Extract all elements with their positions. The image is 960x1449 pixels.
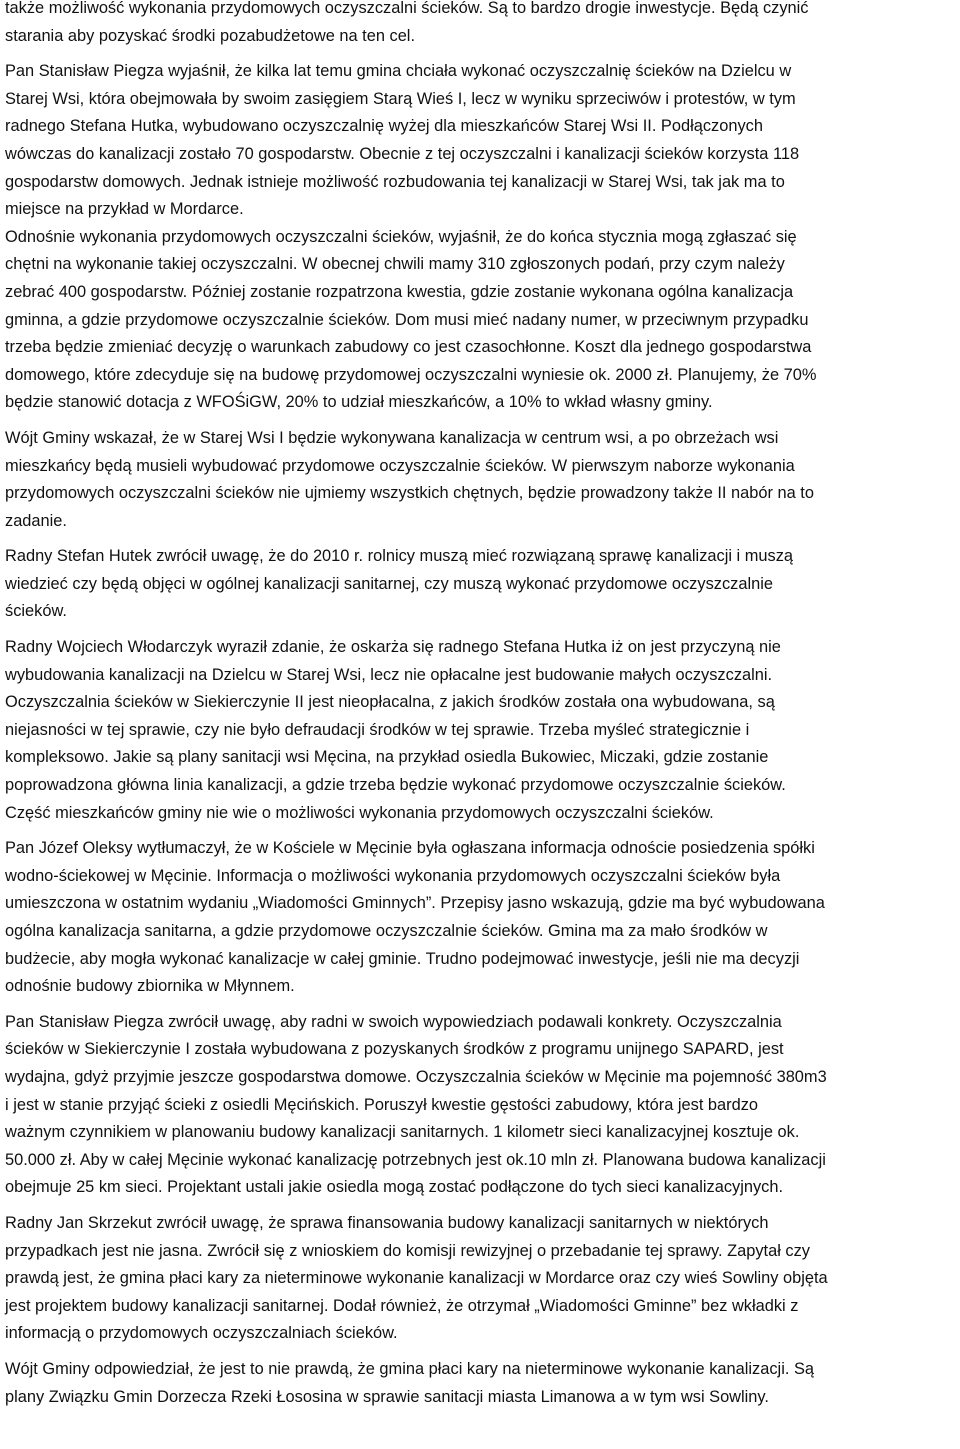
text-line: domowego, które zdecyduje się na budowę przydomowej oczyszczalni wyniesie ok. 2000 zł. Planujemy, że 70%: [5, 365, 817, 384]
text-line: odnośnie budowy zbiornika w Młynnem.: [5, 977, 295, 996]
text-line: 50.000 zł. Aby w całej Męcinie wykonać kanalizację potrzebnych jest ok.10 mln zł. Planowana budowa kanalizacji: [5, 1150, 826, 1169]
text-line: przydomowych oczyszczalni ścieków nie ujmiemy wszystkich chętnych, będzie prowadzony także II nabór na to: [5, 484, 814, 503]
text-line: kompleksowo. Jakie są plany sanitacji wsi Męcina, na przykład osiedla Bukowiec, Miczaki, gdzie zostanie: [5, 748, 769, 767]
text-line: wiedzieć czy będą objęci w ogólnej kanalizacji sanitarnej, czy muszą wykonać przydomowe oczyszczalnie: [5, 574, 773, 593]
text-line: Radny Wojciech Włodarczyk wyraził zdanie, że oskarża się radnego Stefana Hutka iż on jest przyczyną nie: [5, 638, 781, 657]
text-line: trzeba będzie zmieniać decyzję o warunkach zabudowy co jest czasochłonne. Koszt dla jednego gospodarstwa: [5, 338, 812, 357]
text-line: budżecie, aby mogła wykonać kanalizacje w całej gminie. Trudno podejmować inwestycje, jeśli nie ma decyzji: [5, 949, 800, 968]
text-line: gospodarstw domowych. Jednak istnieje możliwość rozbudowania tej kanalizacji w Starej Wsi, tak jak ma to: [5, 172, 785, 191]
text-line: Odnośnie wykonania przydomowych oczyszczalni ścieków, wyjaśnił, że do końca stycznia mogą zgłaszać się: [5, 227, 797, 246]
text-line: poprowadzona główna linia kanalizacji, a gdzie trzeba będzie wykonać przydomowe oczyszczalnie ścieków.: [5, 776, 786, 795]
text-line: Radny Stefan Hutek zwrócił uwagę, że do 2010 r. rolnicy muszą mieć rozwiązaną sprawę kanalizacji i muszą: [5, 547, 794, 566]
text-line: obejmuje 25 km sieci. Projektant ustali jakie osiedla mogą zostać podłączone do tych sieci kanalizacyjnych.: [5, 1178, 784, 1197]
text-line: i jest w stanie przyjąć ścieki z osiedli Męcińskich. Poruszył kwestie gęstości zabudowy, która jest bardzo: [5, 1095, 759, 1114]
text-line: zebrać 400 gospodarstw. Później zostanie rozpatrzona kwestia, gdzie zostanie wykonana ogólna kanalizacja: [5, 282, 794, 301]
paragraph: [5, 0, 960, 50]
text-line: Wójt Gminy odpowiedział, że jest to nie prawdą, że gmina płaci kary na nieterminowe wykonanie kanalizacji. Są: [5, 1359, 814, 1378]
paragraph: [5, 1356, 960, 1411]
text-line: ścieków w Siekierczynie I została wybudowana z pozyskanych środków z programu unijnego SAPARD, jest: [5, 1040, 784, 1059]
document-page: [5, 0, 960, 1419]
paragraph: [5, 58, 960, 417]
text-line: ważnym czynnikiem w planowaniu budowy kanalizacji sanitarnych. 1 kilometr sieci kanalizacyjnej kosztuje ok.: [5, 1123, 800, 1142]
text-line: starania aby pozyskać środki pozabudżetowe na ten cel.: [5, 26, 416, 45]
paragraph: [5, 835, 960, 1001]
text-line: Część mieszkańców gminy nie wie o możliwości wykonania przydomowych oczyszczalni ścieków.: [5, 803, 714, 822]
text-line: chętni na wykonanie takiej oczyszczalni. W obecnej chwili mamy 310 zgłoszonych podań, przy czym należy: [5, 255, 785, 274]
text-line: wówczas do kanalizacji zostało 70 gospodarstw. Obecnie z tej oczyszczalni i kanalizacji ścieków korzysta 118: [5, 144, 800, 163]
text-line: Oczyszczalnia ścieków w Siekierczynie II jest nieopłacalna, z jakich środków została ona wybudowana, są: [5, 693, 775, 712]
text-line: wydajna, gdyż przyjmie jeszcze gospodarstwa domowe. Oczyszczalnia ścieków w Męcinie ma pojemność 380m3: [5, 1067, 827, 1086]
text-line: Pan Stanisław Piegza zwrócił uwagę, aby radni w swoich wypowiedziach podawali konkrety. Oczyszczalnia: [5, 1012, 782, 1031]
paragraph: [5, 543, 960, 626]
text-line: Radny Jan Skrzekut zwrócił uwagę, że sprawa finansowania budowy kanalizacji sanitarnych w niektórych: [5, 1213, 769, 1232]
paragraph: [5, 634, 960, 827]
text-line: także możliwość wykonania przydomowych oczyszczalni ścieków. Są to bardzo drogie inwestycje. Będą czynić: [5, 0, 809, 17]
text-line: zadanie.: [5, 511, 67, 530]
text-line: wybudowania kanalizacji na Dzielcu w Starej Wsi, lecz nie opłacalne jest budowanie małych oczyszczalni.: [5, 665, 773, 684]
text-line: Starej Wsi, która obejmowała by swoim zasięgiem Starą Wieś I, lecz w wyniku sprzeciwów i protestów, w tym: [5, 89, 796, 108]
text-line: Pan Józef Oleksy wytłumaczył, że w Kościele w Męcinie była ogłaszana informacja odnoście posiedzenia spółki: [5, 839, 815, 858]
text-line: plany Związku Gmin Dorzecza Rzeki Łososina w sprawie sanitacji miasta Limanowa a w tym wsi Sowliny.: [5, 1387, 769, 1406]
text-line: prawdą jest, że gmina płaci kary za nieterminowe wykonanie kanalizacji w Mordarce oraz czy wieś Sowliny objęta: [5, 1269, 828, 1288]
text-line: mieszkańcy będą musieli wybudować przydomowe oczyszczalnie ścieków. W pierwszym naborze wykonania: [5, 456, 795, 475]
text-line: ścieków.: [5, 602, 67, 621]
text-line: niejasności w tej sprawie, czy nie było defraudacji środków w tej sprawie. Trzeba myśleć strategicznie i: [5, 720, 750, 739]
text-line: przypadkach jest nie jasna. Zwrócił się z wnioskiem do komisji rewizyjnej o przebadanie tej sprawy. Zapytał czy: [5, 1241, 810, 1260]
text-line: miejsce na przykład w Mordarce.: [5, 200, 244, 219]
paragraph: [5, 1210, 960, 1348]
paragraph: [5, 1009, 960, 1202]
text-line: Pan Stanisław Piegza wyjaśnił, że kilka lat temu gmina chciała wykonać oczyszczalnię ścieków na Dzielcu w: [5, 62, 792, 81]
text-line: gminna, a gdzie przydomowe oczyszczalnie ścieków. Dom musi mieć nadany numer, w przeciwnym przypadku: [5, 310, 809, 329]
text-line: ogólna kanalizacja sanitarna, a gdzie przydomowe oczyszczalnie ścieków. Gmina ma za mało środków w: [5, 922, 768, 940]
text-line: radnego Stefana Hutka, wybudowano oczyszczalnię wyżej dla mieszkańców Starej Wsi II. Podłączonych: [5, 117, 763, 136]
text-line: będzie stanowić dotacja z WFOŚiGW, 20% to udział mieszkańców, a 10% to wkład własny gminy.: [5, 393, 713, 412]
text-line: wodno-ściekowej w Męcinie. Informacja o możliwości wykonania przydomowych oczyszczalni ścieków była: [5, 866, 781, 885]
text-line: umieszczona w ostatnim wydaniu „Wiadomości Gminnych”. Przepisy jasno wskazują, gdzie ma być wybudowana: [5, 894, 825, 913]
paragraph: [5, 425, 960, 535]
text-line: informacją o przydomowych oczyszczalniach ścieków.: [5, 1324, 398, 1343]
text-line: jest projektem budowy kanalizacji sanitarnej. Dodał również, że otrzymał „Wiadomości Gminne” bez wkładki z: [5, 1296, 799, 1315]
text-line: Wójt Gminy wskazał, że w Starej Wsi I będzie wykonywana kanalizacja w centrum wsi, a po obrzeżach wsi: [5, 428, 779, 447]
